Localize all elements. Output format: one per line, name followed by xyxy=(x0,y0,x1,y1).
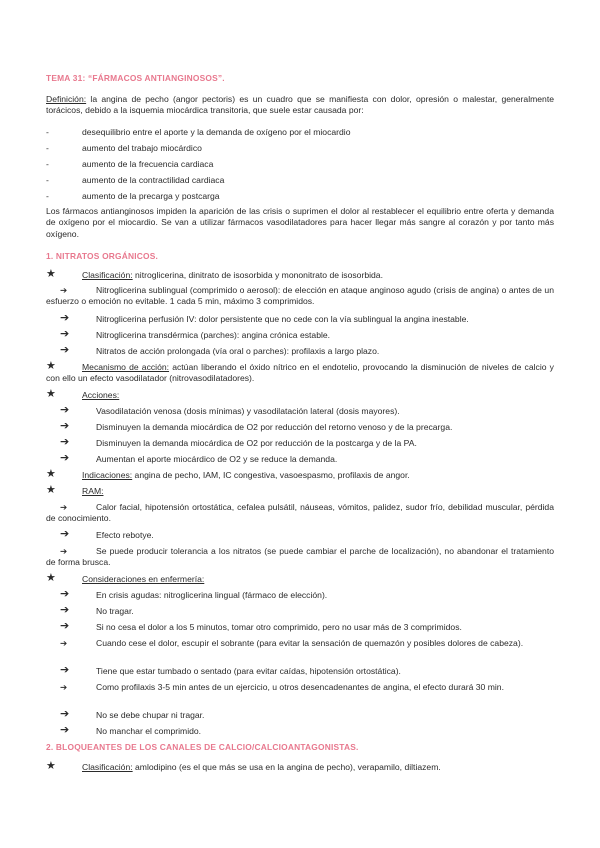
section-heading: 2. BLOQUEANTES DE LOS CANALES DE CALCIO/CALCIOANTAGONISTAS. xyxy=(46,742,359,752)
arrow-icon: ➔ xyxy=(60,328,70,340)
arrow-item: ➔ Cuando cese el dolor, escupir el sobrante (para evitar la sensación de quemazón y posibles dolores de cabeza). xyxy=(60,638,524,648)
document-page: TEMA 31: “FÁRMACOS ANTIANGINOSOS”. Definición: la angina de pecho (angor pectoris) es un cuadro que se manifiesta con dolor, opresión o malestar, generalmente torácicos, debido a la isquemia miocárdica transitoria, que suele estar causada por: - desequilibrio entre el aporte y la demanda de oxígeno por el miocardio - aumento del trabajo miocárdico - aumento de la frecuencia cardiaca - aumento de la contractilidad cardiaca - aumento de la precarga y postcarga Los fármacos antianginosos impiden la aparición de las crisis o suprimen el dolor al restablecer el equilibrio entre oferta y demanda de oxígeno por el miocardio. Se van a utilizar fármacos vasodilatadores para hacer llegar más sangre al corazón y por tanto más oxígeno. 1. NITRATOS ORGÁNICOS. ★ Clasificación: nitroglicerina, dinitrato de isosorbida y mononitrato de isosorbida. ➔ Nitroglicerina sublingual (comprimido o aerosol): de elección en ataque anginoso agudo (crisis de angina) o antes de un esfuerzo o emoción no evitable. 1 cada 5 min, máximo 3 comprimidos. ➔ Nitroglicerina perfusión IV: dolor persistente que no cede con la vía sublingual la angina inestable. ➔ Nitroglicerina transdérmica (parches): angina crónica estable. ➔ Nitratos de acción prolongada (vía oral o parches): profilaxis a largo plazo. ★ Mecanismo de acción: actúan liberando el óxido nítrico en el endotelio, provocando la disminución de niveles de calcio y con ello un efecto vasodilatador (nitrovasodilatadores). ★ Acciones: ➔ Vasodilatación venosa (dosis mínimas) y vasodilatación lateral (dosis mayores). ➔ Disminuyen la demanda miocárdica de O2 por reducción del retorno venoso y de la precarga. ➔ Disminuyen la demanda miocárdica de O2 por reducción de la postcarga y de la PA. ➔ Aumentan el aporte miocárdico de O2 y se reduce la demanda. ★ Indicaciones: angina de pecho, IAM, IC congestiva, vasoespasmo, profilaxis de angor. ★ RAM: ➔ Calor facial, hipotensión ortostática, cefalea pulsátil, náuseas, vómitos, palidez, sudor frío, debilidad muscular, pérdida de conocimiento. ➔ Efecto rebotye. ➔ Se puede producir tolerancia a los nitratos (se puede cambiar el parche de localización), no abandonar el tratamiento de forma brusca. ★ Consideraciones en enfermería: ➔ En crisis agudas: nitroglicerina lingual (fármaco de elección). ➔ No tragar. ➔ Si no cesa el dolor a los 5 minutos, tomar otro comprimido, pero no usar más de 3 comprimidos. ➔ Cuando cese el dolor, escupir el sobrante (para evitar la sensación de quemazón y posibles dolores de cabeza). ➔ Tiene que estar tumbado o sentado (para evitar caídas, hipotensión ortostática). ➔ Como profilaxis 3-5 min antes de un ejercicio, u otros desencadenantes de angina, el efecto durará 30 min. ➔ No se debe chupar ni tragar. ➔ No manchar el comprimido. 2. BLOQUEANTES DE LOS CANALES DE CALCIO/CALCIOANTAGONISTAS. ★ Clasificación: amlodipino (es el que más se usa en la angina de pecho), verapamilo, diltiazem. xyxy=(46,73,554,772)
star-bullet-icon: ★ xyxy=(46,760,56,772)
star-bullet-icon: ★ xyxy=(46,268,56,280)
arrow-icon: ➔ xyxy=(60,436,70,448)
arrow-icon: ➔ xyxy=(60,724,70,736)
arrow-icon: ➔ xyxy=(60,420,70,432)
arrow-icon: ➔ xyxy=(60,664,70,676)
dash-bullet: - xyxy=(46,175,49,185)
arrow-icon: ➔ xyxy=(60,620,70,632)
definition-label: Definición: xyxy=(46,94,87,104)
star-bullet-icon: ★ xyxy=(46,572,56,584)
dash-bullet: - xyxy=(46,159,49,169)
arrow-item: ➔ Calor facial, hipotensión ortostática, cefalea pulsátil, náuseas, vómitos, palidez, sudor frío, debilidad muscular, pérdida de conocimiento. xyxy=(46,502,554,524)
dash-bullet: - xyxy=(46,143,49,153)
arrow-icon: ➔ xyxy=(60,604,70,616)
star-item-mecanismo: ★ Mecanismo de acción: actúan liberando el óxido nítrico en el endotelio, provocando la disminución de niveles de calcio y con ello un efecto vasodilatador (nitrovasodilatadores). xyxy=(46,360,554,384)
arrow-icon: ➔ xyxy=(60,404,70,416)
arrow-icon: ➔ xyxy=(60,344,70,356)
dash-bullet: - xyxy=(46,191,49,201)
star-bullet-icon: ★ xyxy=(46,484,56,496)
dash-bullet: - xyxy=(46,127,49,137)
arrow-icon: ➔ xyxy=(60,312,70,324)
arrow-item: ➔ Se puede producir tolerancia a los nitratos (se puede cambiar el parche de localización), no abandonar el tratamiento de forma brusca. xyxy=(46,546,554,568)
arrow-item: ➔ Como profilaxis 3-5 min antes de un ejercicio, u otros desencadenantes de angina, el efecto durará 30 min. xyxy=(60,682,504,692)
definition-paragraph xyxy=(46,94,554,117)
section-heading: 1. NITRATOS ORGÁNICOS. xyxy=(46,251,159,261)
arrow-icon: ➔ xyxy=(60,528,70,540)
arrow-icon: ➔ xyxy=(60,452,70,464)
definition-text: la angina de pecho (angor pectoris) es un cuadro que se manifiesta con dolor, opresión o malestar, generalmente torácicos, debido a la isquemia miocárdica transitoria, que suele estar causada por: xyxy=(46,94,554,116)
arrow-icon: ➔ xyxy=(60,708,70,720)
page-title: TEMA 31: “FÁRMACOS ANTIANGINOSOS”. xyxy=(46,73,225,83)
star-bullet-icon: ★ xyxy=(46,468,56,480)
intro-paragraph: Los fármacos antianginosos impiden la aparición de las crisis o suprimen el dolor al restablecer el equilibrio entre oferta y demanda de oxígeno por el miocardio. Se van a utilizar fármacos vasodilatadores para hacer llegar más sangre al corazón y por tanto más oxígeno. xyxy=(46,206,554,239)
arrow-item: ➔ Nitroglicerina sublingual (comprimido o aerosol): de elección en ataque anginoso agudo (crisis de angina) o antes de un esfuerzo o emoción no evitable. 1 cada 5 min, máximo 3 comprimidos. xyxy=(46,285,554,307)
arrow-icon: ➔ xyxy=(60,588,70,600)
star-bullet-icon: ★ xyxy=(46,388,56,400)
